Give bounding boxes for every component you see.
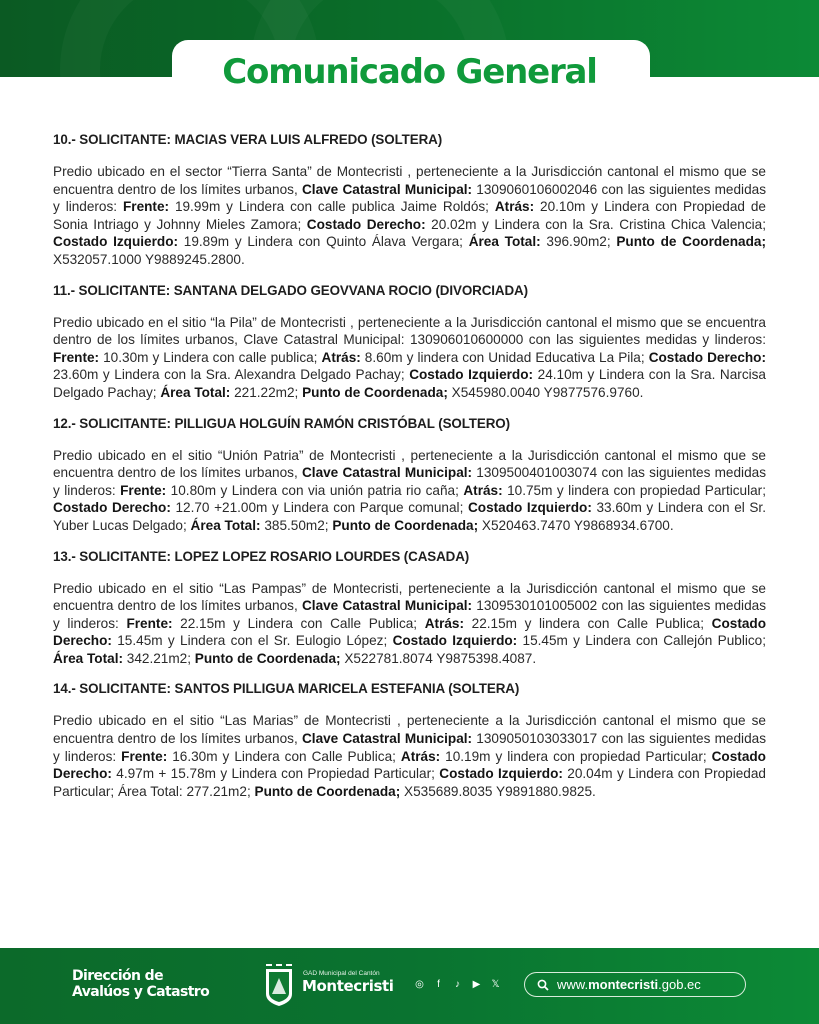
facebook-icon[interactable]: f (437, 979, 440, 990)
field-label: Atrás: (424, 615, 464, 631)
field-text: 10.75m y lindera con propiedad Particular; (502, 482, 766, 498)
field-label: Costado Derecho: (53, 615, 767, 649)
field-label: Punto de Coordenada; (332, 517, 479, 533)
field-text: 1309530101005002 con las siguientes medidas y linderos: (53, 598, 766, 631)
field-label: Frente: (122, 199, 170, 215)
field-label: Área Total: (53, 650, 123, 666)
municipality-name: Montecristi (302, 977, 394, 995)
field-label: Atrás: (321, 349, 361, 365)
municipal-crest-icon (264, 964, 294, 1006)
field-text: 1309500401003074 con las siguientes medidas y linderos: (53, 465, 766, 498)
field-label: Atrás: (494, 199, 535, 215)
field-label: Costado Derecho: (53, 500, 171, 516)
field-label: Clave Catastral Municipal: (301, 731, 473, 747)
entry-body (53, 314, 766, 402)
field-text: 1309060106002046 con las siguientes medidas y linderos: (53, 181, 766, 215)
field-text: 221.22m2; (230, 384, 303, 400)
field-label: Punto de Coordenada; (254, 783, 401, 799)
field-text: 10.19m y lindera con propiedad Particular; (440, 748, 712, 764)
field-label: Atrás: (400, 748, 441, 764)
field-text: 19.89m y Lindera con Quinto Álava Vergara; (178, 234, 469, 250)
field-text: 385.50m2; (260, 517, 333, 533)
search-icon (537, 979, 549, 991)
field-text: Predio ubicado en el sitio “Las Marias” de Montecristi , perteneciente a la Jurisdicción cantonal el mismo que se encuentra dentro de los límites urbanos, (53, 713, 766, 747)
field-label: Costado Izquierdo: (392, 633, 518, 649)
field-label: Costado Izquierdo: (467, 500, 592, 516)
field-text: X520463.7470 Y9868934.6700. (478, 517, 674, 533)
website-prefix: www. (557, 977, 589, 992)
field-text: 8.60m y lindera con Unidad Educativa La Pila; (360, 349, 649, 365)
footer-bar (0, 948, 819, 1024)
field-text: 24.10m y Lindera con la Sra. Narcisa Delgado Pachay; (53, 367, 766, 400)
entry-heading: 12.- SOLICITANTE: PILLIGUA HOLGUÍN RAMÓN CRISTÓBAL (SOLTERO) (53, 415, 510, 431)
field-label: Frente: (121, 748, 168, 764)
field-text: 20.04m y Lindera con Propiedad Particular; Área Total: 277.21m2; (53, 766, 766, 799)
department-line-2: Avalúos y Catastro (72, 984, 210, 1000)
instagram-icon[interactable]: ◎ (415, 979, 424, 990)
entry-heading: 10.- SOLICITANTE: MACIAS VERA LUIS ALFREDO (SOLTERA) (53, 132, 443, 147)
field-label: Frente: (120, 482, 167, 498)
field-text: 10.30m y Lindera con calle publica; (99, 349, 322, 365)
field-label: Costado Izquierdo: (409, 367, 534, 383)
entry-12 (53, 415, 766, 535)
field-label: Atrás: (463, 482, 503, 498)
field-label: Costado Derecho: (648, 349, 767, 365)
entry-13 (53, 548, 766, 668)
gad-label: GAD Municipal del Cantón (303, 970, 380, 977)
field-text: X532057.1000 Y9889245.2800. (53, 251, 245, 267)
entry-heading: 13.- SOLICITANTE: LOPEZ LOPEZ ROSARIO LOURDES (CASADA) (53, 548, 470, 564)
field-label: Punto de Coordenada; (616, 234, 766, 250)
entry-heading: 14.- SOLICITANTE: SANTOS PILLIGUA MARICELA ESTEFANIA (SOLTERA) (53, 681, 520, 697)
entry-body (53, 712, 766, 800)
field-label: Clave Catastral Municipal: (301, 465, 473, 481)
field-text: 20.02m y Lindera con la Sra. Cristina Chica Valencia; (425, 216, 767, 232)
youtube-icon[interactable]: ▶ (472, 979, 481, 990)
field-text: 22.15m y Lindera con Calle Publica; (172, 615, 425, 631)
field-text: X535689.8035 Y9891880.9825. (400, 783, 596, 799)
field-text: 15.45m y Lindera con Callejón Publico; (517, 633, 766, 649)
field-text: 1309050103033017 con las siguientes medidas y linderos: (53, 731, 766, 764)
entry-heading: 11.- SOLICITANTE: SANTANA DELGADO GEOVVANA ROCIO (DIVORCIADA) (53, 282, 528, 298)
field-text: Predio ubicado en el sector “Tierra Santa” de Montecristi , perteneciente a la Jurisdicción cantonal el mismo que se encuentra dentro de los límites urbanos, (53, 164, 766, 197)
field-text: 12.70 +21.00m y Lindera con Parque comunal; (170, 500, 468, 516)
field-text: Predio ubicado en el sitio “Las Pampas” de Montecristi, perteneciente a la Jurisdicción cantonal el mismo que se encuentra dentro de los límites urbanos, (53, 580, 766, 614)
tiktok-icon[interactable]: ♪ (455, 979, 460, 990)
department-name (72, 968, 209, 1000)
field-text: 22.15m y lindera con Calle Publica; (464, 615, 712, 631)
entry-body (53, 580, 766, 668)
field-text: 342.21m2; (123, 650, 195, 666)
department-line-1: Dirección de (72, 968, 163, 984)
field-label: Área Total: (160, 384, 231, 400)
entry-10 (53, 131, 766, 269)
field-label: Costado Derecho: (53, 748, 766, 782)
entry-body (53, 163, 766, 269)
field-label: Área Total: (190, 517, 261, 533)
entry-body (53, 447, 766, 535)
field-label: Frente: (126, 615, 173, 631)
field-label: Punto de Coordenada; (194, 650, 341, 666)
field-label: Costado Izquierdo: (439, 766, 563, 782)
field-label: Clave Catastral Municipal: (301, 181, 473, 197)
entry-14 (53, 680, 766, 800)
field-text: 20.10m y Lindera con Propiedad de Sonia Intriago y Johnny Mieles Zamora; (53, 199, 766, 232)
field-label: Costado Derecho: (306, 216, 426, 232)
field-text: 396.90m2; (540, 234, 617, 250)
field-text: X545980.0040 Y9877576.9760. (447, 384, 644, 400)
field-text: 16.30m y Lindera con Calle Publica; (167, 748, 401, 764)
field-text: 19.99m y Lindera con calle publica Jaime Roldós; (169, 199, 495, 215)
field-text: Predio ubicado en el sitio “Unión Patria” de Montecristi , perteneciente a la Jurisdicción cantonal el mismo que se encuentra dentro de los límites urbanos, (53, 447, 766, 481)
field-text: 33.60m y Lindera con el Sr. Yuber Lucas Delgado; (53, 500, 766, 533)
field-text: 10.80m y Lindera con via unión patria rio caña; (166, 482, 464, 498)
social-links (414, 979, 501, 991)
field-text: Predio ubicado en el sitio “la Pila” de Montecristi , perteneciente a la Jurisdicción cantonal el mismo que se encuentra dentro de los límites urbanos, Clave Catastral Municipal: 130906010600000 con las siguientes medidas y linderos: (53, 314, 766, 348)
field-text: 4.97m + 15.78m y Lindera con Propiedad Particular; (111, 766, 440, 782)
field-label: Área Total: (468, 234, 541, 250)
page-title: Comunicado General (222, 52, 597, 92)
field-label: Punto de Coordenada; (302, 384, 448, 400)
x-icon[interactable]: 𝕏 (491, 979, 500, 990)
field-text: 15.45m y Lindera con el Sr. Eulogio López; (111, 633, 393, 649)
field-text: 23.60m y Lindera con la Sra. Alexandra Delgado Pachay; (53, 367, 410, 383)
website-link[interactable] (524, 972, 746, 997)
website-domain: montecristi (588, 977, 659, 992)
entry-11 (53, 282, 766, 402)
notice-content (53, 131, 766, 813)
field-label: Clave Catastral Municipal: (301, 598, 473, 614)
website-suffix: .gob.ec (658, 977, 701, 992)
field-label: Frente: (53, 349, 100, 365)
field-text: X522781.8074 Y9875398.4087. (340, 650, 537, 666)
field-label: Costado Izquierdo: (53, 234, 179, 250)
